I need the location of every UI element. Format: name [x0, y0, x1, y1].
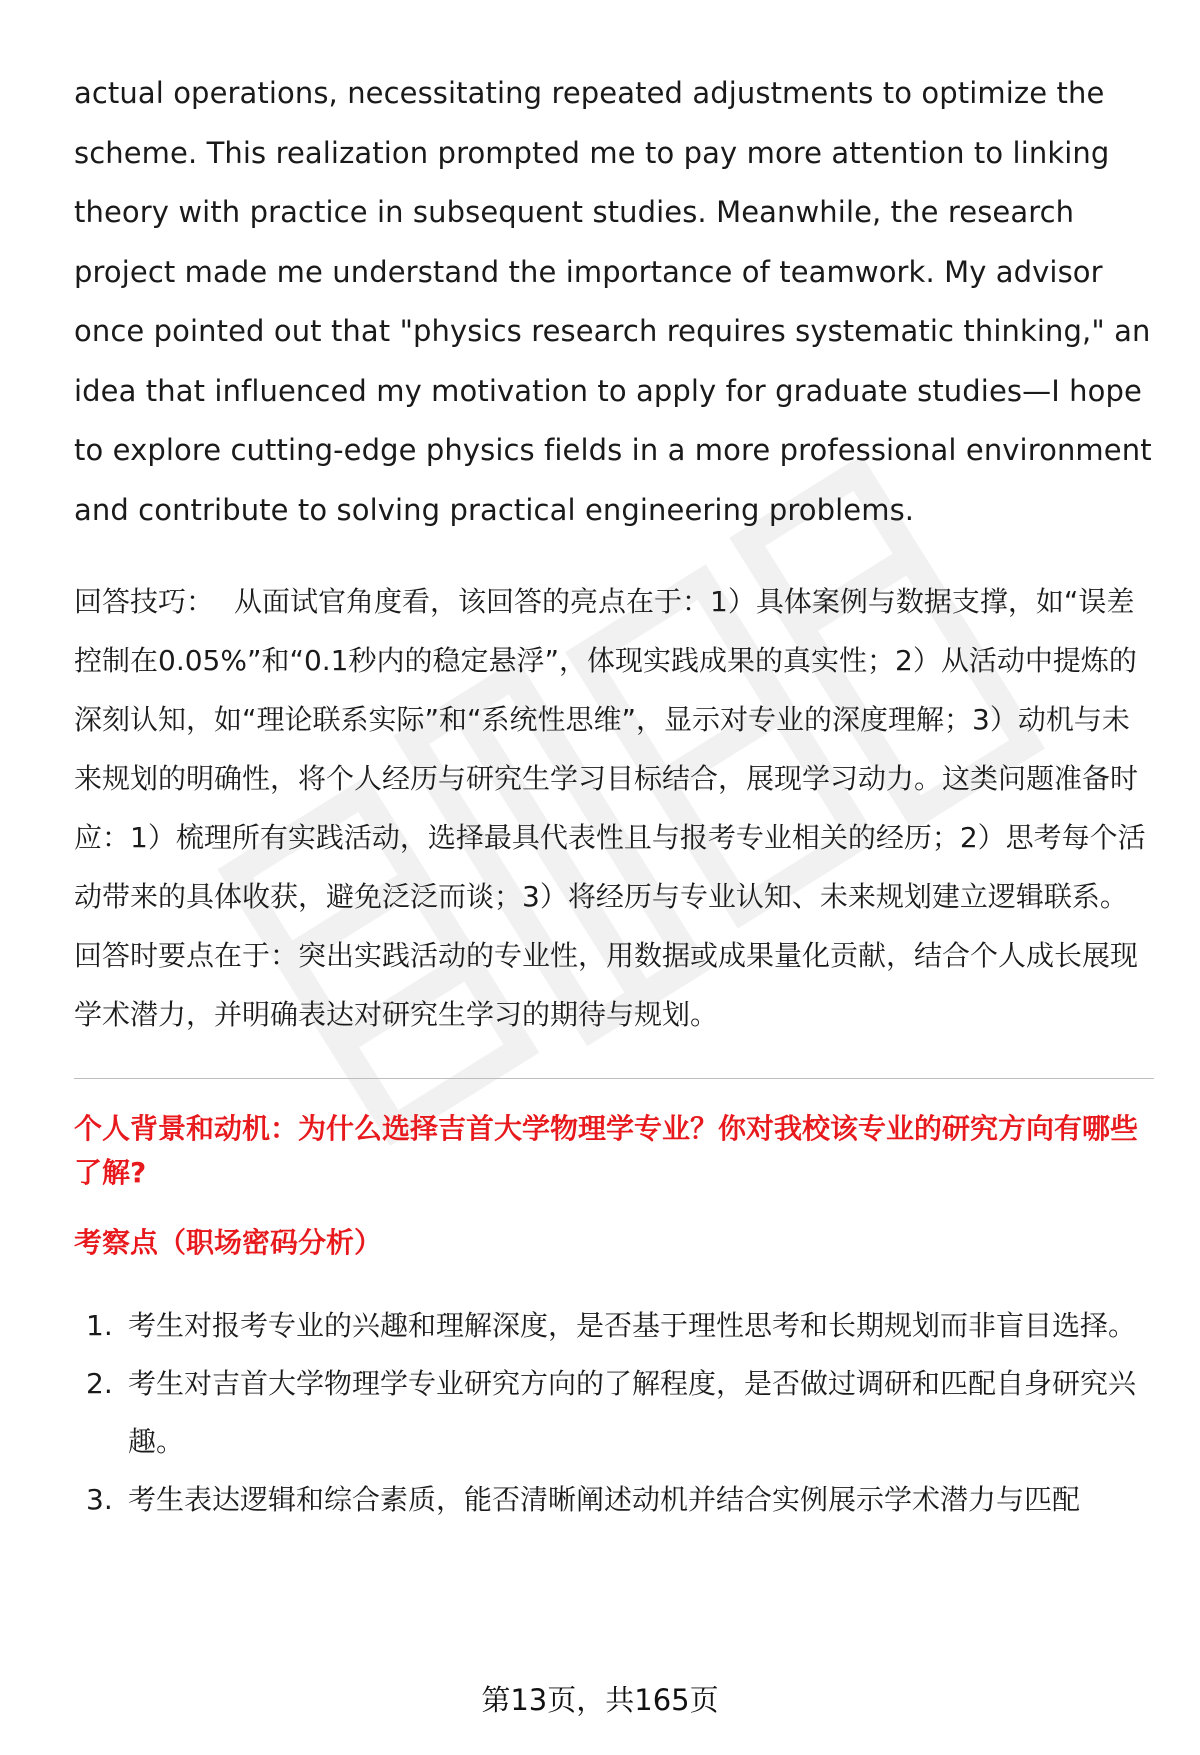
list-item-text: 考生对报考专业的兴趣和理解深度，是否基于理性思考和长期规划而非盲目选择。: [128, 1309, 1137, 1342]
list-item: [74, 1297, 1154, 1355]
list-item-text: 考生对吉首大学物理学专业研究方向的了解程度，是否做过调研和匹配自身研究兴趣。: [128, 1367, 1137, 1458]
section-heading: 考察点（职场密码分析）: [74, 1226, 383, 1259]
list-item-number: 2.: [86, 1367, 113, 1400]
answer-tip-text: 从面试官角度看，该回答的亮点在于：1）具体案例与数据支撑，如“误差控制在0.05%”和“0.1秒内的稳定悬浮”，体现实践成果的真实性；2）从活动中提炼的深刻认知，如“理论联系实际”和“系统性思维”，显示对专业的深度理解；3）动机与未来规划的明确性，将个人经历与研究生学习目标结合，展现学习动力。这类问题准备时应：1）梳理所有实践活动，选择最具代表性且与报考专业相关的经历；2）思考每个活动带来的具体收获，避免泛泛而谈；3）将经历与专业认知、未来规划建立逻辑联系。回答时要点在于：突出实践活动的专业性，用数据或成果量化贡献，结合个人成长展现学术潜力，并明确表达对研究生学习的期待与规划。: [74, 585, 1146, 1031]
answer-tip-label: 回答技巧：: [74, 585, 215, 618]
list-item-number: 1.: [86, 1309, 113, 1342]
list-item-number: 3.: [86, 1483, 113, 1516]
list-item: [74, 1471, 1154, 1529]
list-item: [74, 1355, 1154, 1471]
section-divider: [74, 1078, 1154, 1079]
answer-tip-paragraph: [74, 572, 1154, 1044]
list-item-text: 考生表达逻辑和综合素质，能否清晰阐述动机并结合实例展示学术潜力与匹配: [128, 1483, 1081, 1516]
question-title: 个人背景和动机：为什么选择吉首大学物理学专业？你对我校该专业的研究方向有哪些了解?: [74, 1112, 1139, 1189]
document-page: [74, 64, 1154, 1529]
assessment-points-list: [74, 1297, 1154, 1529]
continuation-paragraph: actual operations, necessitating repeated adjustments to optimize the scheme. This realization prompted me to pay more attention to linking theory with practice in subsequent studies. Meanwhile, the research project made me understand the importance of teamwork. My advisor once pointed out that "physics research requires systematic thinking," an idea that influenced my motivation to apply for graduate studies—I hope to explore cutting-edge physics fields in a more professional environment and contribute to solving practical engineering problems.: [74, 76, 1152, 527]
page-footer: 第13页，共165页: [481, 1683, 719, 1717]
